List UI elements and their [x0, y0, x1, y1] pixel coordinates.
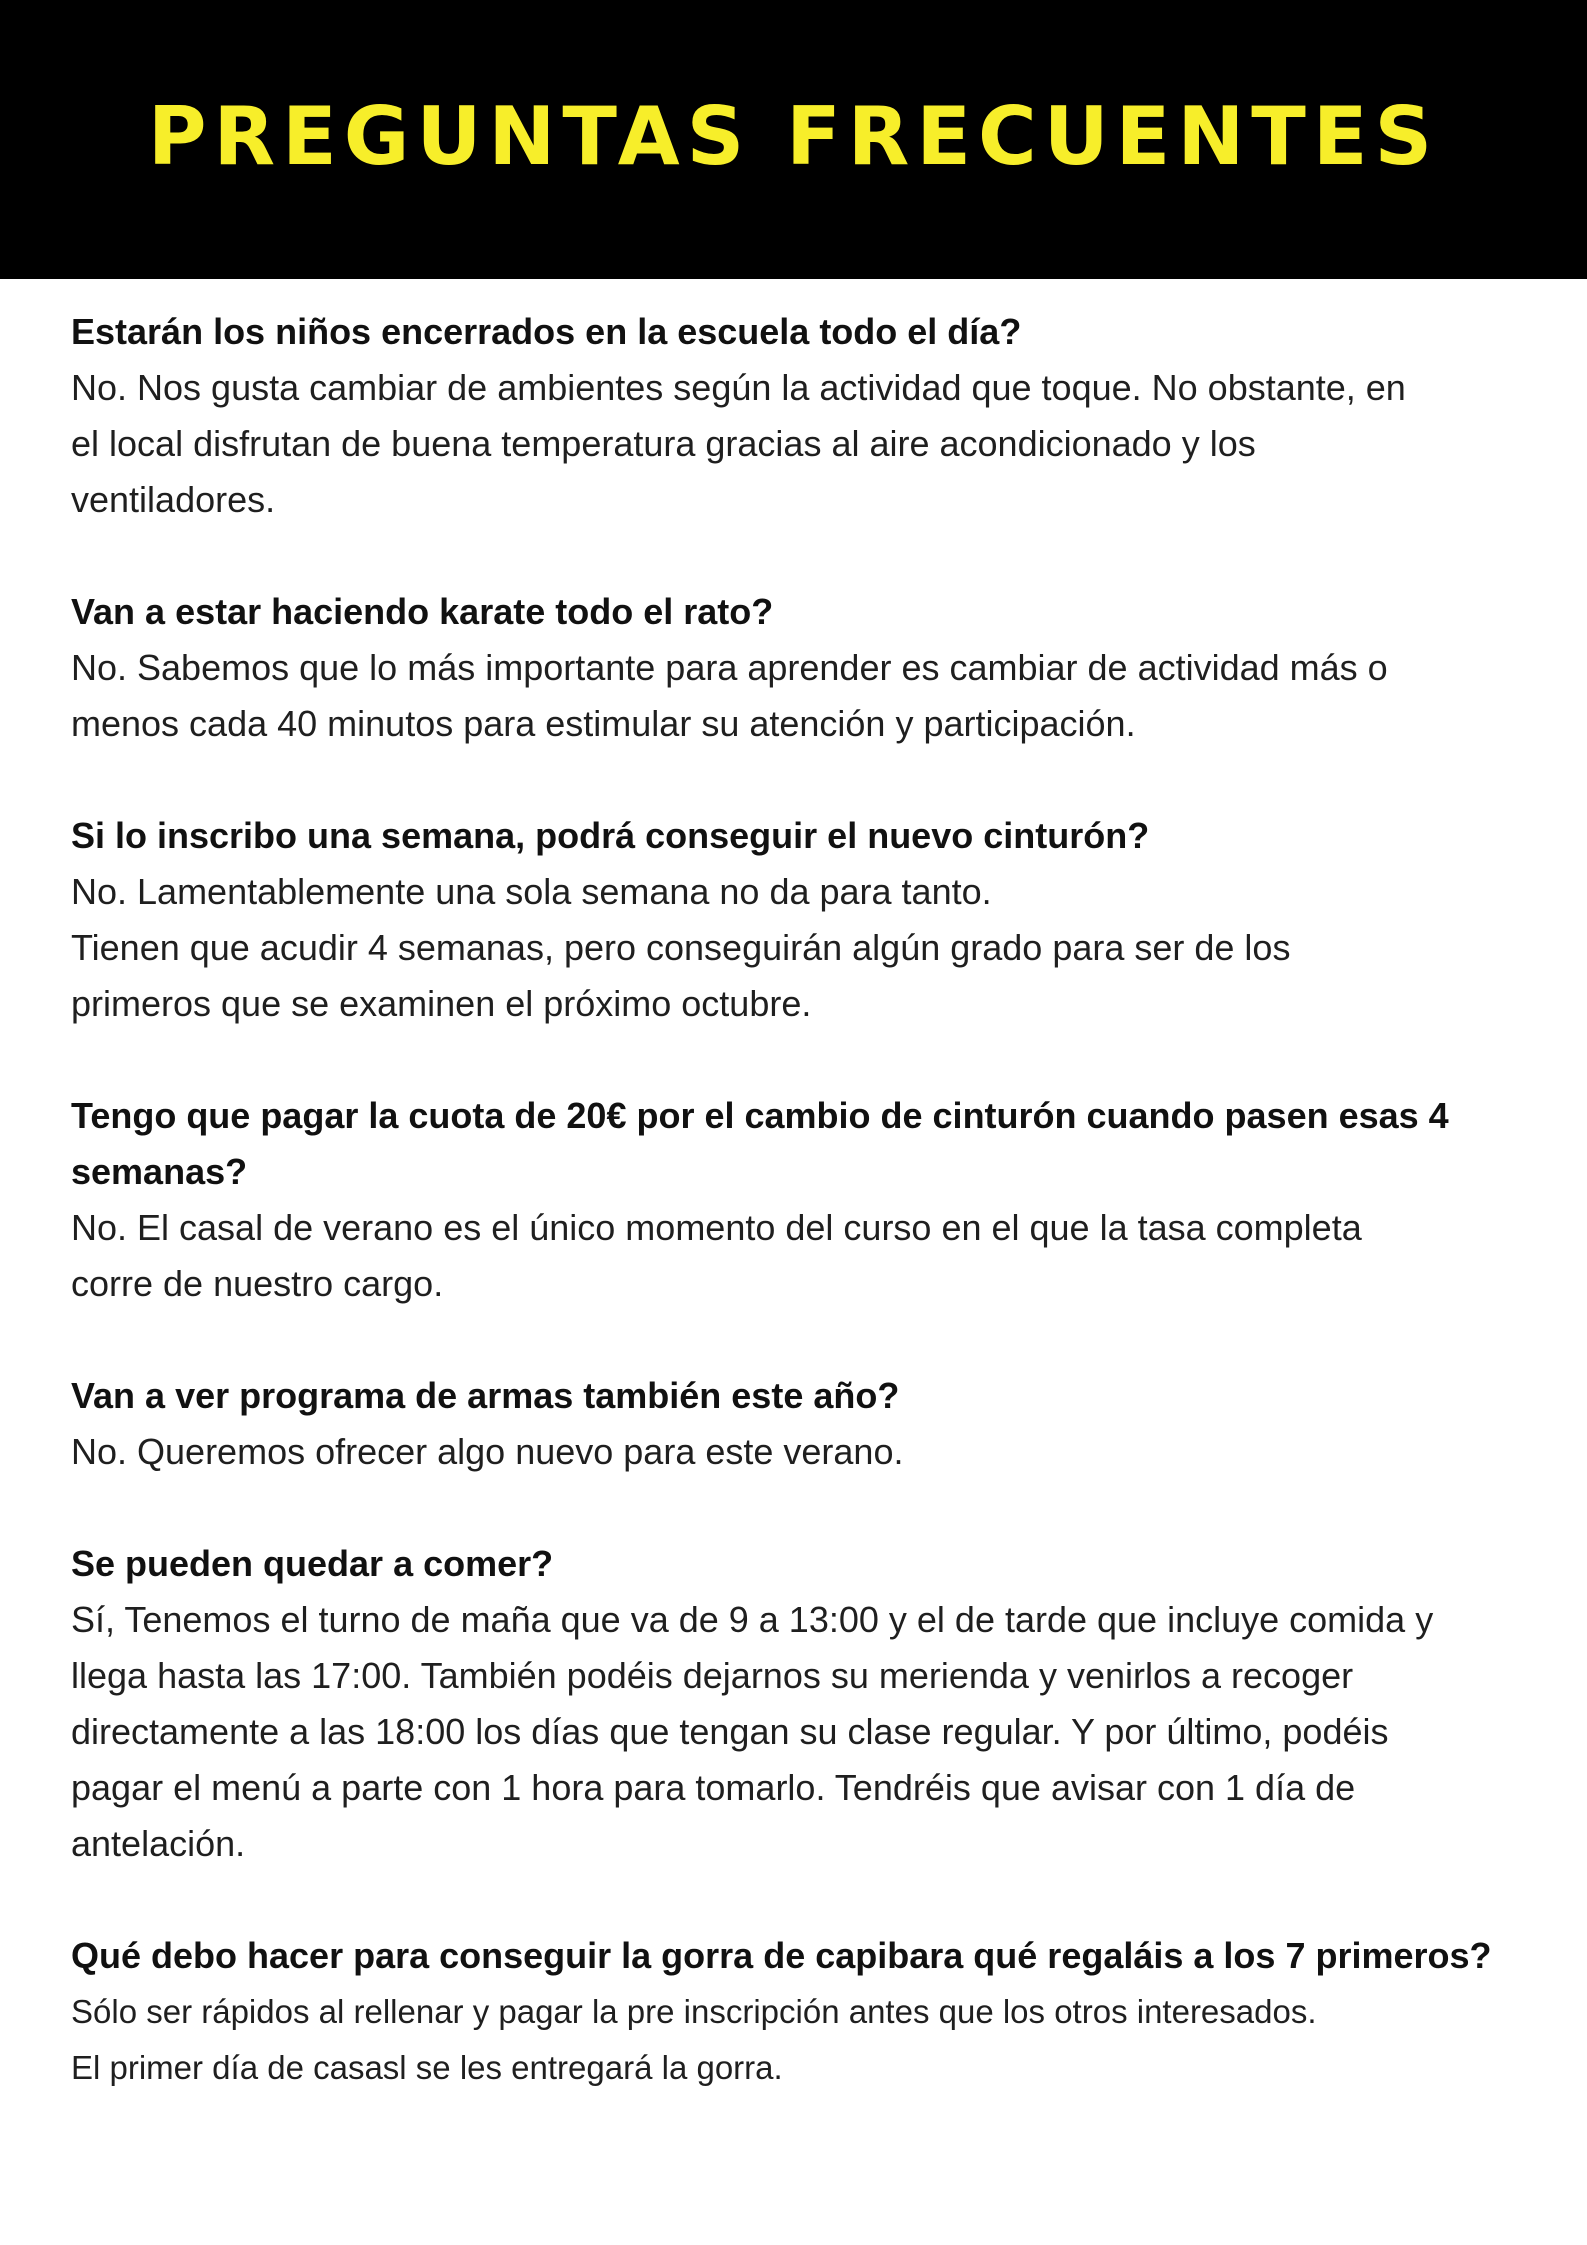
faq-question: Estarán los niños encerrados en la escuela todo el día? — [71, 311, 1022, 352]
faq-answer-line: No. El casal de verano es el único momento del curso en el que la tasa completa — [71, 1207, 1362, 1248]
faq-item — [71, 584, 1551, 752]
faq-question: Si lo inscribo una semana, podrá conseguir el nuevo cinturón? — [71, 815, 1150, 856]
faq-answer-line: antelación. — [71, 1823, 246, 1864]
faq-answer-line: ventiladores. — [71, 479, 276, 520]
faq-answer-line: No. Queremos ofrecer algo nuevo para este verano. — [71, 1431, 904, 1472]
faq-item — [71, 1536, 1551, 1872]
faq-item — [71, 808, 1551, 1032]
faq-question: Van a ver programa de armas también este año? — [71, 1375, 900, 1416]
faq-answer-line: llega hasta las 17:00. También podéis dejarnos su merienda y venirlos a recoger — [71, 1655, 1354, 1696]
faq-question: Qué debo hacer para conseguir la gorra de capibara qué regaláis a los 7 primeros? — [71, 1935, 1492, 1976]
faq-question: Se pueden quedar a comer? — [71, 1543, 554, 1584]
faq-answer-line: No. Sabemos que lo más importante para aprender es cambiar de actividad más o — [71, 647, 1388, 688]
faq-answer-line: El primer día de casasl se les entregará la gorra. — [71, 2049, 783, 2086]
faq-question: Tengo que pagar la cuota de 20€ por el cambio de cinturón cuando pasen esas 4 semanas? — [71, 1095, 1449, 1192]
faq-answer-line: menos cada 40 minutos para estimular su atención y participación. — [71, 703, 1136, 744]
faq-item — [71, 304, 1551, 528]
faq-answer-line: Sí, Tenemos el turno de maña que va de 9 a 13:00 y el de tarde que incluye comida y — [71, 1599, 1434, 1640]
faq-answer-line: corre de nuestro cargo. — [71, 1263, 444, 1304]
faq-item — [71, 1368, 1551, 1480]
faq-answer-line: Sólo ser rápidos al rellenar y pagar la pre inscripción antes que los otros interesados. — [71, 1993, 1317, 2030]
faq-answer-line: directamente a las 18:00 los días que tengan su clase regular. Y por último, podéis — [71, 1711, 1389, 1752]
faq-question: Van a estar haciendo karate todo el rato? — [71, 591, 774, 632]
faq-answer-line: pagar el menú a parte con 1 hora para tomarlo. Tendréis que avisar con 1 día de — [71, 1767, 1356, 1808]
faq-answer-line: No. Lamentablemente una sola semana no da para tanto. — [71, 871, 992, 912]
title-banner — [0, 0, 1587, 279]
faq-answer-line: primeros que se examinen el próximo octubre. — [71, 983, 812, 1024]
faq-answer-line: el local disfrutan de buena temperatura gracias al aire acondicionado y los — [71, 423, 1256, 464]
faq-list — [71, 304, 1551, 2152]
faq-item — [71, 1088, 1551, 1312]
page-title: PREGUNTAS FRECUENTES — [147, 90, 1440, 183]
faq-item — [71, 1928, 1551, 2096]
faq-answer-line: Tienen que acudir 4 semanas, pero conseguirán algún grado para ser de los — [71, 927, 1291, 968]
faq-answer-line: No. Nos gusta cambiar de ambientes según la actividad que toque. No obstante, en — [71, 367, 1406, 408]
